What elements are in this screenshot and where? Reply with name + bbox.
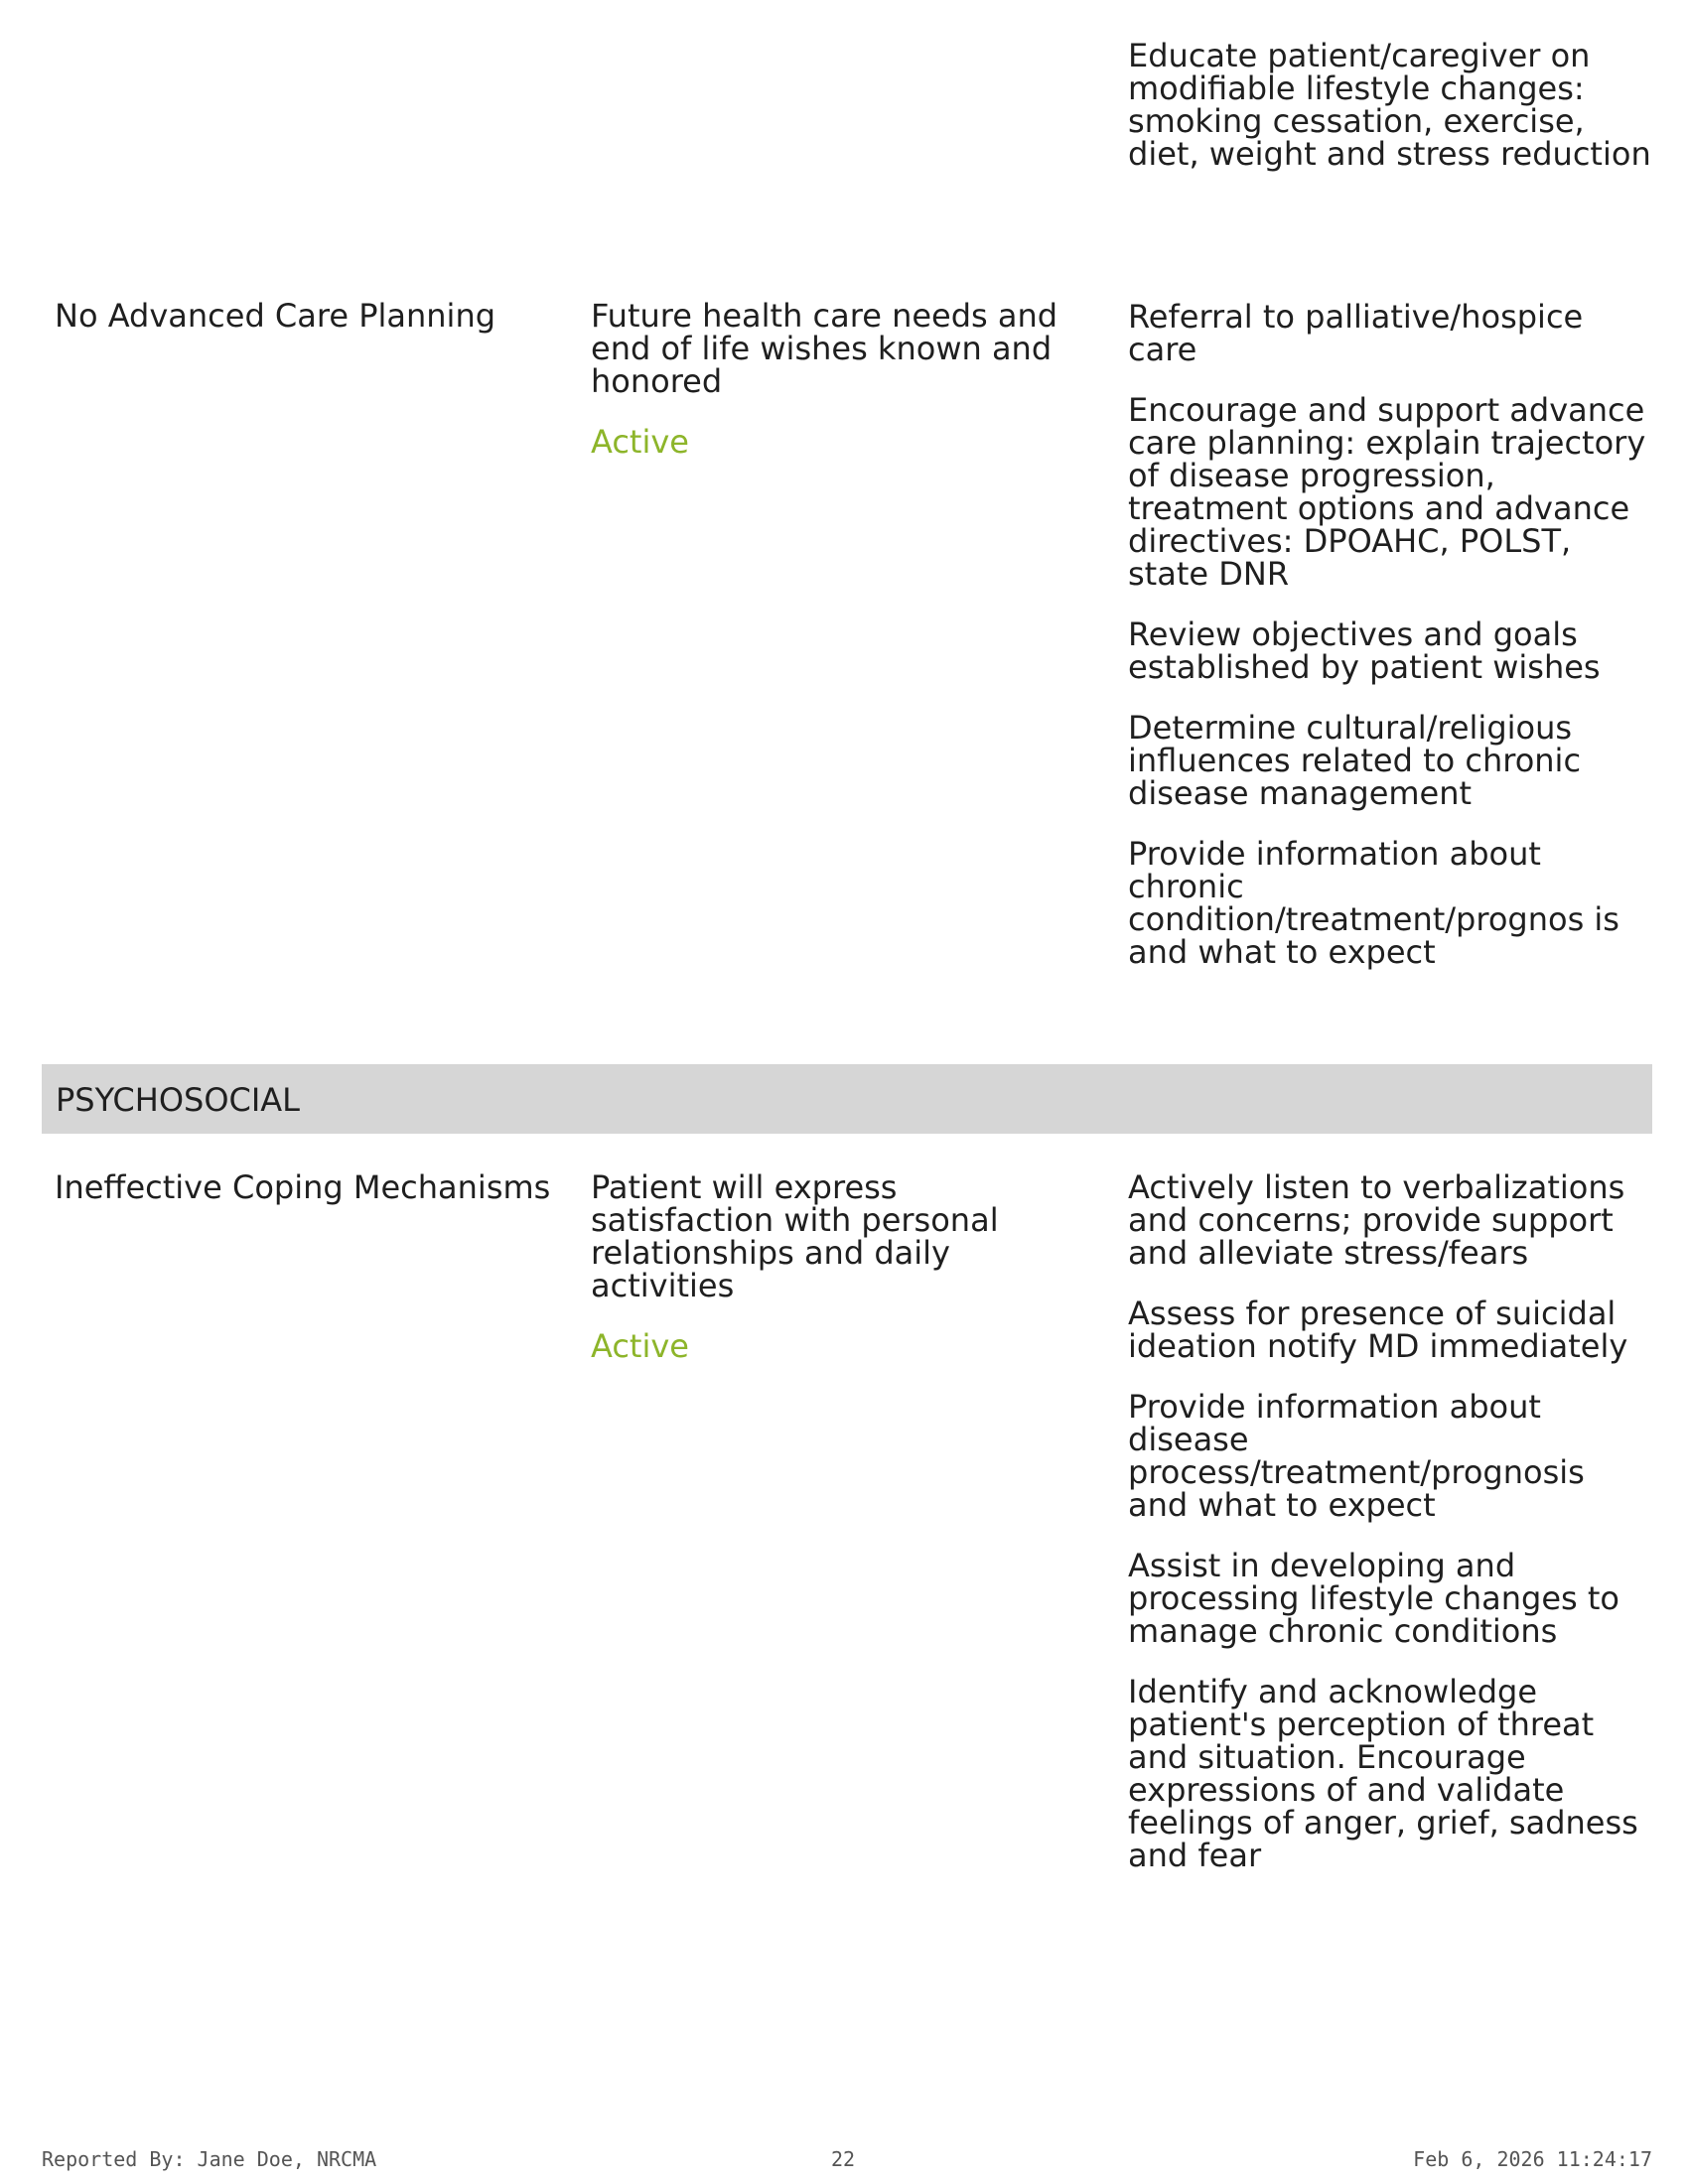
status-badge: Active: [591, 423, 689, 461]
intervention-item: Review objectives and goals established by patient wishes: [1128, 615, 1601, 686]
intervention-item: Identify and acknowledge patient's perception of threat and situation. Encourage expressions of and validate feelings of anger, grief, sadness and fear: [1128, 1673, 1638, 1874]
section-header-bar: [42, 1064, 1652, 1134]
intervention-item: Assist in developing and processing lifestyle changes to manage chronic conditions: [1128, 1547, 1619, 1650]
intervention-item: Determine cultural/religious influences related to chronic disease management: [1128, 709, 1582, 812]
goal-text: Future health care needs and end of life wishes known and honored: [591, 297, 1058, 400]
problem-label: Ineffective Coping Mechanisms: [55, 1168, 551, 1206]
intervention-item: Referral to palliative/hospice care: [1128, 298, 1584, 368]
intervention-item: Actively listen to verbalizations and concerns; provide support and alleviate stress/fears: [1128, 1168, 1625, 1272]
section-title: PSYCHOSOCIAL: [56, 1081, 300, 1119]
footer-page-number: 22: [831, 2147, 856, 2171]
goal-cell: [591, 1168, 1087, 1365]
status-badge: Active: [591, 1327, 689, 1365]
problem-cell: [55, 1168, 551, 1206]
intervention-item: Educate patient/caregiver on modifiable lifestyle changes: smoking cessation, exercise, diet, weight and stress reduction: [1128, 37, 1651, 173]
interventions-cell: [1128, 298, 1654, 997]
problem-cell: [55, 297, 551, 335]
top-interventions: [1128, 37, 1654, 199]
footer-reported-by: Reported By: Jane Doe, NRCMA: [42, 2147, 377, 2171]
goal-text: Patient will express satisfaction with personal relationships and daily activities: [591, 1168, 999, 1304]
intervention-item: Provide information about chronic condition/treatment/prognos is and what to expect: [1128, 835, 1619, 971]
goal-cell: [591, 297, 1087, 461]
intervention-item: Assess for presence of suicidal ideation notify MD immediately: [1128, 1295, 1628, 1365]
intervention-item: Provide information about disease process/treatment/prognosis and what to expect: [1128, 1388, 1585, 1524]
interventions-cell: [1128, 1168, 1654, 1900]
intervention-item: Encourage and support advance care planning: explain trajectory of disease progression, treatment options and advance directives: DPOAHC, POLST, state DNR: [1128, 391, 1646, 593]
footer-timestamp: Feb 6, 2026 11:24:17: [1413, 2147, 1652, 2171]
problem-label: No Advanced Care Planning: [55, 297, 496, 335]
